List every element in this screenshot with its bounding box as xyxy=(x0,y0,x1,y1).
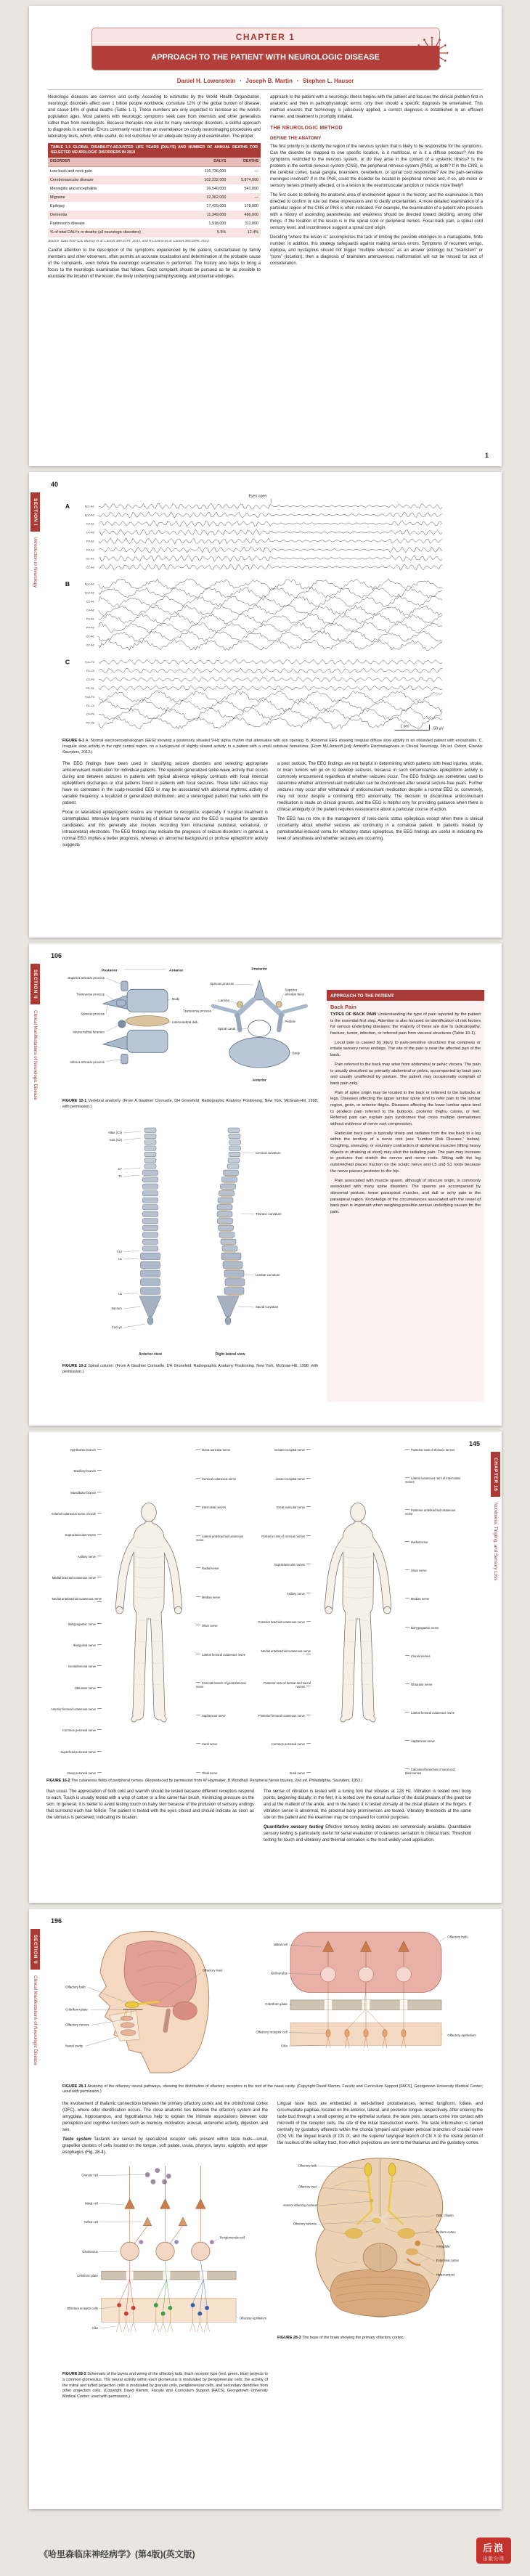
cutaneous-fields-figure xyxy=(46,1449,471,1776)
chapter-title: APPROACH TO THE PATIENT WITH NEUROLOGIC DISEASE xyxy=(92,46,439,70)
table-label: TABLE 1-1 xyxy=(51,145,71,150)
section-title-vertical: Clinical Manifestations of Neurologic Disease xyxy=(33,1010,38,1101)
nerve-label: Lateral femoral cutaneous nerve xyxy=(196,1654,251,1657)
nerve-label: Calcaneal branches of sural and tibial nerves xyxy=(405,1768,460,1776)
sub-heading: DEFINE THE ANATOMY xyxy=(270,136,322,142)
figure-label: Transverse process xyxy=(183,1009,211,1013)
nerve-label: Anterior cutaneous nerve of neck xyxy=(46,1513,102,1516)
table-1-1 xyxy=(48,143,261,244)
figure-label: Thoracic curvature xyxy=(256,1212,282,1216)
nerve-label: Obturator nerve xyxy=(46,1687,102,1691)
figure-label: Spinal canal xyxy=(217,1027,236,1031)
figure-caption: FIGURE 28-1 Anatomy of the olfactory neural pathways, showing the distribution of olfactory receptors in the roof of the nasal cavity. (Copyright David Klemm, Faculty and Curriculum Support [FACS], Georgetown University Medical Center; used with permission.) xyxy=(62,2084,484,2094)
eeg-channel-label: Fp1-A1 xyxy=(84,582,95,586)
nerve-label: Sural nerve xyxy=(256,1772,311,1776)
figure-label: Superior articular process xyxy=(68,975,105,980)
olfactory-epithelium-figure xyxy=(253,1926,479,2081)
table-row: Epilepsy 17,429,000 178,000 xyxy=(50,204,258,209)
figure-label: Cribriform plate xyxy=(65,2007,88,2012)
nerve-label: Tibial nerve xyxy=(196,1772,251,1776)
figure-label: Sacral curvature xyxy=(256,1305,279,1309)
nerve-label: Posterior brachial cutaneous nerve xyxy=(256,1621,311,1625)
figure-label: Sacrum xyxy=(111,1307,122,1310)
figure-caption: FIGURE 28-2 Schematic of the layers and wiring of the olfactory bulb. Each receptor type (red, green, blue) projects to a common glomerulus. The neural activity within each glomerulus is modulated by periglomerular cells; the activity of the mitral and tufted projection cells is modulated by granule cells, periglomerular cells, and secondary dendrites from other projection cells. (Copyright David Klemm, Faculty and Curriculum Support [FACS], Georgetown University Medical Center; used with permission.) xyxy=(62,2371,269,2400)
eeg-channel-label: Fp1-A1 xyxy=(84,504,95,508)
figure-label: Olfactory nerves xyxy=(65,2023,89,2027)
nerve-label: Common peroneal nerve xyxy=(256,1743,311,1747)
figure-label: Granule cell xyxy=(81,2173,98,2177)
eeg-channel-label: Fp2-A2 xyxy=(84,513,95,517)
nerve-label: Radial nerve xyxy=(405,1541,460,1545)
eeg-channel-label: P4-A2 xyxy=(86,625,95,630)
section-tab-container xyxy=(29,1929,41,2065)
scale-time-label: 1 sec xyxy=(400,724,409,729)
figure-label: Body xyxy=(292,1051,300,1055)
section-tab-container xyxy=(29,964,41,1100)
section-title-vertical: Introduction to Neurology xyxy=(33,537,38,588)
figure-label: Transverse process xyxy=(76,992,105,996)
sagittal-head-figure xyxy=(62,1926,244,2081)
figure-label: Posterior xyxy=(101,969,118,973)
eeg-channel-label: P4-O2 xyxy=(86,720,95,725)
body-front-figure xyxy=(106,1449,192,1776)
figure-label: Spinous process xyxy=(81,1012,105,1016)
chapter-tab-container xyxy=(489,1452,502,1581)
figure-label: Anterior olfactory nucleus xyxy=(282,2203,317,2208)
figure-label: Periglomerular cell xyxy=(219,2235,245,2240)
nerve-label: Iliohypogastric nerve xyxy=(405,1627,460,1630)
chapter-banner xyxy=(91,28,440,70)
figure-label: Olfactory bulb xyxy=(298,2163,317,2168)
body-paragraph: The EEG has no role in the management of tonic-clonic status epilepticus except when there is clinical uncertainty about whether seizures are continuing in a comatose patient. In patients treated by pentobarbital-induced coma for refractory status epilepticus, the EEG findings are useful in indicating the level of anesthesia and whether seizures are occurring. xyxy=(277,817,483,842)
figure-label: Spinous process xyxy=(210,982,235,986)
body-paragraph: Deciding “where the lesion is” accomplishes the task of limiting the possible etiologies to a manageable, finite number. In addition, this strategy safeguards against making serious errors. Symptoms of recurrent vertigo, diplopia, and nystagmus should not trigger “multiple sclerosis” as an answer (etiology) but “brainstem” or “pons” (location); then a diagnosis of brainstem arteriovenous malformation will not be missed for lack of consideration. xyxy=(270,235,483,266)
nerve-label: Medial brachial cutaneous nerve xyxy=(46,1577,102,1580)
figure-label: Atlas (C1) xyxy=(107,1131,122,1134)
nerve-label: Lateral femoral cutaneous nerve xyxy=(405,1712,460,1715)
approach-paragraph: Pain of spine origin may be located in the back or referred to the buttocks or legs. Diseases affecting the upper lumbar spine tend to refer pain to the lumbar region, groin, or anterior thighs. Diseases affecting the lower lumbar spine tend to produce pain referred to the buttocks, posterior thighs, calves, or feet. Referred pain can explain pain syndromes that cross multiple dermatomes without evidence of nerve root compression. xyxy=(330,1090,481,1126)
figure-label: articular facet xyxy=(285,992,305,996)
approach-title: Back Pain xyxy=(330,1004,356,1010)
figure-caption-label: FIGURE 10-2 xyxy=(62,1364,87,1368)
table-row: Dementia 11,349,000 486,000 xyxy=(48,211,261,219)
page-number: 145 xyxy=(468,1440,480,1447)
table-row: Meningitis and encephalitis 26,540,000 541,000 xyxy=(50,186,258,191)
table-source: Source: Data from CJL Murray et al: Lancet 380:2197, 2012, and R Lozano et al: Lancet 380:2095, 2012. xyxy=(48,239,211,243)
approach-lead: TYPES OF BACK PAIN Understanding the type of pain reported by the patient is the essential first step. Attention is also focused on identification of risk factors for serious underlying diseases; the majority of these are due to radiculopathy, fracture, tumor, infection, or referred pain from visceral structures (Table 10-1). xyxy=(330,1012,481,1036)
vertebral-anatomy-figure xyxy=(62,961,318,1096)
brain-base-figure xyxy=(277,2151,483,2336)
eeg-channel-label: Fp2-A2 xyxy=(84,590,95,595)
figure-label: Cribriform plate xyxy=(265,2002,288,2007)
section-tab: SECTION II xyxy=(30,964,40,1004)
eeg-channel-label: P3-A1 xyxy=(86,539,95,543)
section-tab: SECTION II xyxy=(30,1929,40,1970)
figure-label: Glomerulus xyxy=(82,2249,98,2254)
nerve-label: Mandibular branch xyxy=(46,1492,102,1495)
eeg-channel-label: F4-C4 xyxy=(86,703,95,707)
nerve-label: Superficial peroneal nerve xyxy=(46,1751,102,1755)
back-left-labels xyxy=(256,1449,311,1776)
page-number: 40 xyxy=(51,481,59,488)
figure-label: Piriform cortex xyxy=(436,2230,456,2235)
eeg-channel-label: O2-A2 xyxy=(86,643,95,647)
body-paragraph: Lingual taste buds are embedded in well-defined protuberances, termed fungiform, foliate, and circumvallate papillae, located on the anterior, lateral, and posterior tongue, respectively. After entering the taste bud through a small opening at the epithelial surface, the taste pore, tastants come into contact with microvilli of the receptor cells, the site of the initial transduction events. The taste information is carried centrally by gustatory afferents within the chorda tympani and greater petrosal branches of cranial nerve (CN) VII, the lingual branch of CN IX, and the superior laryngeal branch of CN X to the rostral portion of the nucleus of the solitary tract, from which projections are sent to the thalamus and the gustatory cortex. xyxy=(277,2102,483,2146)
figure-label: Cribriform plate xyxy=(77,2274,98,2278)
eeg-panel-label: A xyxy=(65,502,70,510)
figure-label: L5 xyxy=(118,1292,122,1296)
nerve-label: Lesser occipital nerve xyxy=(256,1478,311,1482)
page5-right-column xyxy=(277,2101,483,2403)
page4-left-column xyxy=(46,1789,254,1847)
figure-label: Lamina xyxy=(219,998,229,1002)
figure-caption: FIGURE 10-2 Spinal column. (From A Gauthier Cornuelle, DH Gronefeld: Radiographic Anatomy Positioning. New York, McGraw-Hill, 1998; with permission.) xyxy=(62,1364,319,1374)
nerve-label: Iliohypogastric nerve xyxy=(46,1623,102,1627)
body-paragraph: The EEG findings have been used in classifying seizure disorders and selecting appropriate anticonvulsant medication for individual patients. The episodic generalized spike-wave activity that occurs during and between seizures in patients with typical absence epilepsy contrasts with focal interictal epileptiform discharges or ictal patterns found in patients with focal seizures. These latter seizures may have no correlates in the scalp-recorded EEG or may be associated with abnormal rhythmic activity of variable frequency, a localized or generalized distribution, and a stereotyped pattern that varies with the patient. xyxy=(62,762,268,806)
figure-label: Right lateral view xyxy=(215,1352,245,1357)
column-header-disorder: DISORDER xyxy=(48,158,189,166)
scale-amplitude-label: 50 µV xyxy=(433,726,444,731)
nerve-label: Ilioinguinal nerve xyxy=(46,1644,102,1648)
eeg-annotation: Eyes open xyxy=(248,494,267,499)
eeg-channel-label: F3-C3 xyxy=(86,668,95,673)
intro-paragraph: Neurologic diseases are common and costly. According to estimates by the World Health Organization, neurologic disorders affect over 1 billion people worldwide, constitute 12% of the global burden of disease, and cause 14% of global deaths (Table 1-1). These numbers are only expected to increase as the world's population ages. Most patients with neurologic symptoms seek care from internists and other generalists rather than from neurologists. Because therapies now exist for many neurologic disorders, a skillful approach to diagnosis is essential. Errors commonly result from an overreliance on costly neuroimaging procedures and laboratory tests, which, while useful, do not substitute for an adequate history and examination. The proper xyxy=(48,94,261,139)
nerve-label: Femoral branch of genitofemoral nerve xyxy=(196,1682,251,1689)
nerve-label: Posterior rami of cervical nerves xyxy=(256,1535,311,1539)
eeg-panel-label: C xyxy=(65,658,70,666)
page1-left-column xyxy=(48,94,261,283)
figure-label: Olfactory bulb xyxy=(447,1935,468,1939)
author-name: ▪ Joseph B. Martin xyxy=(235,78,293,84)
nerve-label: Ophthalmic branch xyxy=(46,1449,102,1452)
eeg-channel-label: C4-A2 xyxy=(86,608,95,612)
nerve-label: Lateral cutaneous rami of intercostal nerves xyxy=(405,1476,460,1484)
chapter-label: CHAPTER 1 xyxy=(92,28,439,46)
figure-caption-label: FIGURE 6-1 xyxy=(62,739,85,743)
figure-label: Superior xyxy=(285,988,298,992)
approach-paragraph: Local pain is caused by injury to pain-sensitive structures that compress or irritate sensory nerve endings. The site of the pain is near the affected part of the back. xyxy=(330,1040,481,1058)
section-tab-container xyxy=(29,492,41,588)
page3-right-column xyxy=(327,961,484,1402)
page-5-olfaction xyxy=(29,1909,502,2509)
author-name: Daniel H. Lowenstein xyxy=(176,77,236,84)
figure-label: Coccyx xyxy=(111,1325,122,1329)
nerve-label: Ulnar nerve xyxy=(405,1569,460,1573)
eeg-channel-label: C4-P4 xyxy=(86,712,95,716)
authors-line xyxy=(48,78,483,90)
page3-left-column xyxy=(62,961,318,1402)
nerve-label: Common peroneal nerve xyxy=(46,1729,102,1733)
figure-label: Lumbar curvature xyxy=(256,1273,280,1277)
nerve-label: Posterior rami of lumbar and sacral nerves xyxy=(256,1682,311,1689)
figure-caption: FIGURE 10-1 Vertebral anatomy. (From A Gauthier Cornuelle, DH Gronefeld: Radiographic Anatomy Positioning. New York, McGraw-Hill, 1998; with permission.) xyxy=(62,1099,318,1110)
figure-label: Tufted cell xyxy=(83,2220,98,2224)
nerve-label: Median nerve xyxy=(196,1596,251,1600)
figure-caption-label: FIGURE 28-1 xyxy=(62,2084,86,2089)
approach-kicker: APPROACH TO THE PATIENT: xyxy=(327,991,484,1001)
table-row: Cerebrovascular disease 102,232,000 5,874,000 xyxy=(48,176,261,184)
figure-label: Intervertebral foramen xyxy=(73,1030,105,1034)
nerve-label: Sural nerve xyxy=(196,1743,251,1747)
body-paragraph: Careful attention to the description of the symptoms experienced by the patient, substantiated by family members and other observers, often permits an accurate localization and determination of the probable cause of the complaints, even before the neurologic examination is performed. The history also helps to bring a focus to the neurologic examination that follows. Each complaint should be pursued as far as possible to elucidate the location of the lesion, the likely underlying pathophysiology, and potential etiologies. xyxy=(48,248,261,279)
eeg-figure xyxy=(62,491,469,736)
eeg-channel-label: C4-A2 xyxy=(86,530,95,535)
figure-label: Glomerulus xyxy=(270,1971,288,1975)
table-row: Low back and neck pain 116,736,000 — xyxy=(50,168,258,174)
page-3-back-pain xyxy=(29,943,502,1426)
front-left-labels xyxy=(46,1449,102,1776)
figure-label: Olfactory bulb xyxy=(65,1985,86,1989)
figure-label: Olfactory tract xyxy=(202,1968,223,1972)
figure-label: Entorhinal cortex xyxy=(436,2259,460,2263)
column-header-dalys: DALYS xyxy=(189,158,229,166)
eeg-channel-label: P4-A2 xyxy=(86,548,95,552)
eeg-channel-label: Fp1-F3 xyxy=(85,659,95,664)
nerve-label: Saphenous nerve xyxy=(405,1740,460,1744)
column-header-deaths: DEATHS xyxy=(228,158,261,166)
page-4-cutaneous-fields xyxy=(29,1431,502,1903)
eeg-channel-label: O1-A1 xyxy=(86,634,95,638)
figure-label: Axis (C2) xyxy=(109,1138,122,1142)
table-row: % of total DALYs or deaths (all neurologic disorders) 5.5% 12.4% xyxy=(48,228,261,237)
nerve-label: Great auricular nerve xyxy=(196,1449,251,1452)
figure-label: Optic chiasm xyxy=(436,2213,454,2217)
figure-label: L1 xyxy=(118,1257,122,1261)
nerve-label: Posterior rami of thoracic nerves xyxy=(405,1449,460,1452)
approach-paragraph: Radicular back pain is typically sharp and radiates from the low back to a leg within the territory of a nerve root (see “Lumbar Disk Disease,” below). Coughing, sneezing, or voluntary contraction of abdominal muscles (lifting heavy objects or straining at stool) may elicit the radiating pain. The pain may increase in postures that stretch the nerves and nerve roots. Sitting with the leg outstretched places traction on the sciatic nerve and L5 and S1 roots because the nerve passes posterior to the hip. xyxy=(330,1131,481,1174)
figure-label: Olfactory receptor cells xyxy=(66,2307,98,2311)
page1-right-column xyxy=(270,94,483,283)
nerve-label: Posterior femoral cutaneous nerve xyxy=(256,1715,311,1718)
table-row: Parkinson's disease 1,918,000 111,000 xyxy=(50,222,258,227)
body-paragraph: Taste system Tastants are sensed by specialized receptor cells present within taste buds—small, grapelike clusters of cells located on the tongue, soft palate, uvula, pharynx, larynx, epiglottis, and upper esophagus (Fig. 28-4). xyxy=(62,2137,269,2156)
body-paragraph: Quantitative sensory testing Effective sensory testing devices are commercially available. Quantitative sensory testing is particularly useful for serial evaluation of cutaneous sensation in clinical trials. Threshold testing for touch and vibratory and thermal sensation is the most widely used application. xyxy=(264,1824,471,1842)
nerve-label: Great auricular nerve xyxy=(256,1506,311,1510)
table-header xyxy=(48,143,261,158)
section-tab: SECTION I xyxy=(30,492,40,532)
section-title-vertical: Clinical Manifestations of Neurologic Disease xyxy=(33,1975,38,2066)
eeg-channel-label: Fp2-F4 xyxy=(85,694,95,699)
figure-label: Intervertebral disk xyxy=(172,1020,198,1024)
figure-caption: FIGURE 6-1 A. Normal electroencephalogram (EEG) showing a posteriorly situated 9-Hz alpha rhythm that attenuates with eye opening. B. Abnormal EEG showing irregular diffuse slow activity in an obtunded patient with encephalitis. C. Irregular slow activity in the right central region, on a background of slightly slowed activity, in a patient with a small subdural hematoma. (From MJ Aminoff [ed]: Aminoff's Electrodiagnosis in Clinical Neurology, 6th ed. Oxford, Elsevier Saunders, 2012.) xyxy=(62,739,483,755)
nerve-label: Cervical cutaneous nerve xyxy=(196,1478,251,1482)
body-paragraph: a poor outlook. The EEG findings are not helpful in determining which patients with head injuries, stroke, or brain tumors will go on to develop seizures, because in such circumstances epileptiform activity is commonly encountered regardless of whether seizures occur. The EEG findings are sometimes used to determine whether anticonvulsant medication can be discontinued after several seizure-free years. Further seizures may occur after withdrawal of anticonvulsant medication despite a normal EEG or, conversely, may not occur despite a continuing EEG abnormality. The decision to discontinue anticonvulsant medication is made on clinical grounds, and the EEG is helpful only for providing guidance when there is clinical ambiguity or the patient requires reassurance about a particular course of action. xyxy=(277,762,483,813)
nerve-label: Axillary nerve xyxy=(46,1556,102,1559)
figure-label: Posterior xyxy=(251,967,268,972)
chapter-tab: CHAPTER 16 xyxy=(491,1452,500,1497)
figure-label: Body xyxy=(172,996,180,1001)
body-paragraph: approach to the patient with a neurologic illness begins with the patient and focuses the clinical problem first in anatomic and then in pathophysiologic terms; only then should a specific diagnosis be entertained. This method ensures that technology is judiciously applied, a correct diagnosis is established in an efficient manner, and treatment is promptly initiated. xyxy=(270,94,483,119)
figure-label: C7 xyxy=(118,1167,122,1171)
eeg-channel-label: C3-A1 xyxy=(86,521,95,526)
figure-label: Anterior xyxy=(169,969,184,973)
page2-left-column xyxy=(62,761,268,852)
figure-caption: FIGURE 28-3 The base of the brain showing the primary olfactory cortex. xyxy=(277,2335,404,2340)
figure-caption: FIGURE 16-2 The cutaneous fields of peripheral nerves. (Reproduced by permission from W Haymaker, B Woodhall: Peripheral Nerve Injuries, 2nd ed. Philadelphia, Saunders, 1953.) xyxy=(46,1779,363,1783)
page-number: 106 xyxy=(51,952,62,959)
figure-label: Inferior articular process xyxy=(70,1060,105,1064)
body-paragraph: than usual. The appreciation of both cold and warmth should be tested because different receptors respond to each. Touch is usually tested with a wisp of cotton or a fine camel hair brush, minimizing pressure on the skin. In general, it is better to avoid testing touch on hairy skin because of the profusion of sensory endings that surround each hair follicle. The patient is tested with the eyes closed and should indicate as soon as the stimulus is perceived, indicating its location. xyxy=(46,1789,254,1820)
nerve-label: Radial nerve xyxy=(196,1567,251,1571)
inline-heading: Taste system xyxy=(62,2137,91,2142)
eeg-channel-label: C3-P3 xyxy=(86,677,95,681)
nerve-label: Ulnar nerve xyxy=(196,1625,251,1628)
page-number: 196 xyxy=(51,1917,62,1925)
neuron-burst-icon xyxy=(413,34,451,72)
approach-to-patient-box xyxy=(327,990,484,1402)
nerve-label: Clunial nerves xyxy=(405,1655,460,1659)
figure-label: Pedicle xyxy=(285,1019,296,1023)
nerve-label: Median nerve xyxy=(405,1598,460,1601)
body-back-figure xyxy=(315,1449,401,1776)
spinal-column-figure xyxy=(81,1118,299,1361)
figure-label: Cervical curvature xyxy=(256,1151,281,1155)
figure-label: Mitral cell xyxy=(85,2201,98,2206)
page2-right-column xyxy=(277,761,483,852)
publisher-logo-text: 后浪 xyxy=(482,2543,505,2553)
page4-right-column xyxy=(264,1789,471,1847)
page-number: 1 xyxy=(484,452,489,459)
olfactory-bulb-wiring-figure xyxy=(62,2159,268,2372)
body-paragraph: The sense of vibration is tested with a tuning fork that vibrates at 128 Hz. Vibration is tested over bony points, beginning distally; in the feet, it is tested over the dorsal surface of the distal phalanx of the great toe and at the malleoli of the ankle, and in the hands it is tested dorsally at the distal phalanx of the fingers. If vibration sense is abnormal, the proximal bony prominences are tested. Vibratory thresholds at the same site on the patient and the examiner may be compared for control purposes. xyxy=(264,1789,471,1820)
nerve-label: Supraclavicular nerves xyxy=(46,1534,102,1537)
inline-heading: Quantitative sensory testing xyxy=(264,1824,324,1829)
page-1-chapter-opener xyxy=(29,6,502,466)
figure-label: Olfactory receptor cell xyxy=(256,2030,288,2034)
nerve-label: Deep peroneal nerve xyxy=(46,1772,102,1776)
approach-paragraph: Pain referred to the back may arise from abdominal or pelvic viscera. The pain is usually described as primarily abdominal or pelvic, accompanied by back pain and usually unaffected by posture. The patient may occasionally complain of back pain only. xyxy=(330,1062,481,1086)
body-paragraph: The first clues to defining the anatomic area of involvement appear in the history, and the examination is then directed to confirm or rule out these impressions and to clarify uncertainties. A more detailed examination of a particular region of the CNS or PNS is often indicated. For example, the examination of a patient who presents with a history of ascending paresthesias and weakness should be directed toward deciding, among other things, if the location of the lesion is in the spinal cord or peripheral nerves. Focal back pain, a spinal cord sensory level, and incontinence suggest a spinal cord origin. xyxy=(270,192,483,230)
olfactory-pathways-figure xyxy=(62,1926,483,2081)
back-right-labels xyxy=(405,1449,460,1776)
nerve-label: Maxillary branch xyxy=(46,1470,102,1474)
figure-label: T12 xyxy=(116,1250,122,1254)
table-row: Migraine 22,362,000 — xyxy=(48,193,261,202)
nerve-label: Supraclavicular nerves xyxy=(256,1564,311,1567)
figure-caption-label: FIGURE 28-3 xyxy=(277,2335,301,2340)
eeg-channel-label: P3-A1 xyxy=(86,617,95,621)
figure-label: Hippocampus xyxy=(436,2272,455,2277)
nerve-label: Medial antebrachial cutaneous nerve xyxy=(256,1650,311,1657)
nerve-label: Saphenous nerve xyxy=(196,1715,251,1718)
nerve-label: Genitofemoral nerve xyxy=(46,1665,102,1669)
eeg-channel-label: O1-A1 xyxy=(86,556,95,561)
figure-label: Olfactory epithelium xyxy=(447,2033,476,2037)
page-2-eeg xyxy=(29,472,502,938)
figure-label: Anterior xyxy=(252,1078,266,1083)
eeg-channel-label: C3-A1 xyxy=(86,599,95,604)
section-heading: THE NEUROLOGIC METHOD xyxy=(270,125,343,131)
chapter-title-vertical: Numbness, Tingling, and Sensory Loss xyxy=(493,1503,498,1581)
body-paragraph: the involvement of thalamic connections between the primary olfactory cortex and the orbitofrontal cortex (OFC), where odor identification occurs. The close anatomic ties between the olfactory system and the amygdala, hippocampus, and hypothalamus help to explain the intimate associations between odor perception and cognitive functions such as memory, motivation, arousal, autonomic activity, digestion, and sex. xyxy=(62,2102,268,2133)
nerve-label: Intercostal nerves xyxy=(196,1506,251,1510)
figure-label: Nasal cavity xyxy=(65,2044,83,2048)
table-title: GLOBAL DISABILITY-ADJUSTED LIFE YEARS (DALYS) AND NUMBER OF ANNUAL DEATHS FOR SELECTED NEUROLOGIC DISORDERS IN 2010 xyxy=(51,145,258,155)
figure-caption-label: FIGURE 10-1 xyxy=(62,1099,87,1104)
figure-label: Olfactory tubercle xyxy=(293,2222,317,2226)
front-right-labels xyxy=(196,1449,251,1776)
figure-label: Amygdala xyxy=(436,2244,450,2248)
nerve-label: Anterior femoral cutaneous nerve xyxy=(46,1708,102,1712)
eeg-channel-label: P3-O1 xyxy=(86,686,95,690)
figure-caption-label: FIGURE 16-2 xyxy=(46,1779,70,1783)
author-name: ▪ Stephen L. Hauser xyxy=(293,78,354,84)
nerve-label: Greater occipital nerve xyxy=(256,1449,311,1452)
nerve-label: Lateral antebrachial cutaneous nerve xyxy=(196,1535,251,1543)
publisher-logo-subtext: 出版公司 xyxy=(483,2556,505,2561)
figure-label: Olfactory epithelium xyxy=(240,2316,267,2320)
page5-left-column xyxy=(62,2101,268,2403)
approach-lead-label: TYPES OF BACK PAIN xyxy=(330,1012,377,1017)
figure-label: Anterior view xyxy=(139,1352,162,1357)
figure-label: Mitral cell xyxy=(273,1943,288,1947)
nerve-label: Axillary nerve xyxy=(256,1593,311,1596)
figure-label: Olfactory tract xyxy=(298,2185,317,2189)
approach-paragraph: Pain associated with muscle spasm, although of obscure origin, is commonly associated with many spine disorders. The spasms are accompanied by abnormal posture, tense paraspinal muscles, and dull or achy pain in the paraspinal region. Knowledge of the circumstances associated with the onset of back pain is important when weighing possible serious underlying causes for the pain. xyxy=(330,1178,481,1214)
body-paragraph: Focal or lateralized epileptogenic lesions are important to recognize, especially if surgical treatment is contemplated. Intensive long-term monitoring of clinical behavior and the EEG is required for operative candidates, and this generally also involves recording from intracranial (subdural, extradural, or intracerebral) electrodes. The EEG findings may indicate the prognosis of seizure disorders: in general, a normal EEG implies a better prognosis, whereas an abnormal background or profuse epileptiform activity suggests xyxy=(62,810,268,848)
book-title: 《哈里森临床神经病学》(第4版)(英文版) xyxy=(39,2549,195,2559)
publisher-logo xyxy=(476,2538,511,2564)
figure-label: Cilia xyxy=(281,2044,288,2048)
figure-caption-label: FIGURE 28-2 xyxy=(62,2371,86,2376)
eeg-channel-label: O2-A2 xyxy=(86,565,95,569)
nerve-label: Posterior antebrachial cutaneous nerve xyxy=(405,1509,460,1516)
figure-label: Cilia xyxy=(91,2326,98,2331)
eeg-panel-label: B xyxy=(65,580,70,588)
nerve-label: Medial antebrachial cutaneous nerve xyxy=(46,1598,102,1605)
body-paragraph: The first priority is to identify the region of the nervous system that is likely to be responsible for the symptoms. Can the disorder be mapped to one specific location, is it multifocal, or is it a diffuse process? Are the symptoms restricted to the nervous system, or do they arise in the context of a systemic illness? Is the problem in the central nervous system (CNS), the peripheral nervous system (PNS), or both? If in the CNS, is the cerebral cortex, basal ganglia, brainstem, cerebellum, or spinal cord responsible? Are the pain-sensitive meninges involved? If in the PNS, could the disorder be located in peripheral nerves and, if so, are motor or sensory nerves primarily affected, or is a lesion in the neuromuscular junction or muscle more likely? xyxy=(270,144,483,188)
nerve-label: Obturator nerve xyxy=(405,1683,460,1687)
figure-label: T1 xyxy=(118,1174,122,1178)
